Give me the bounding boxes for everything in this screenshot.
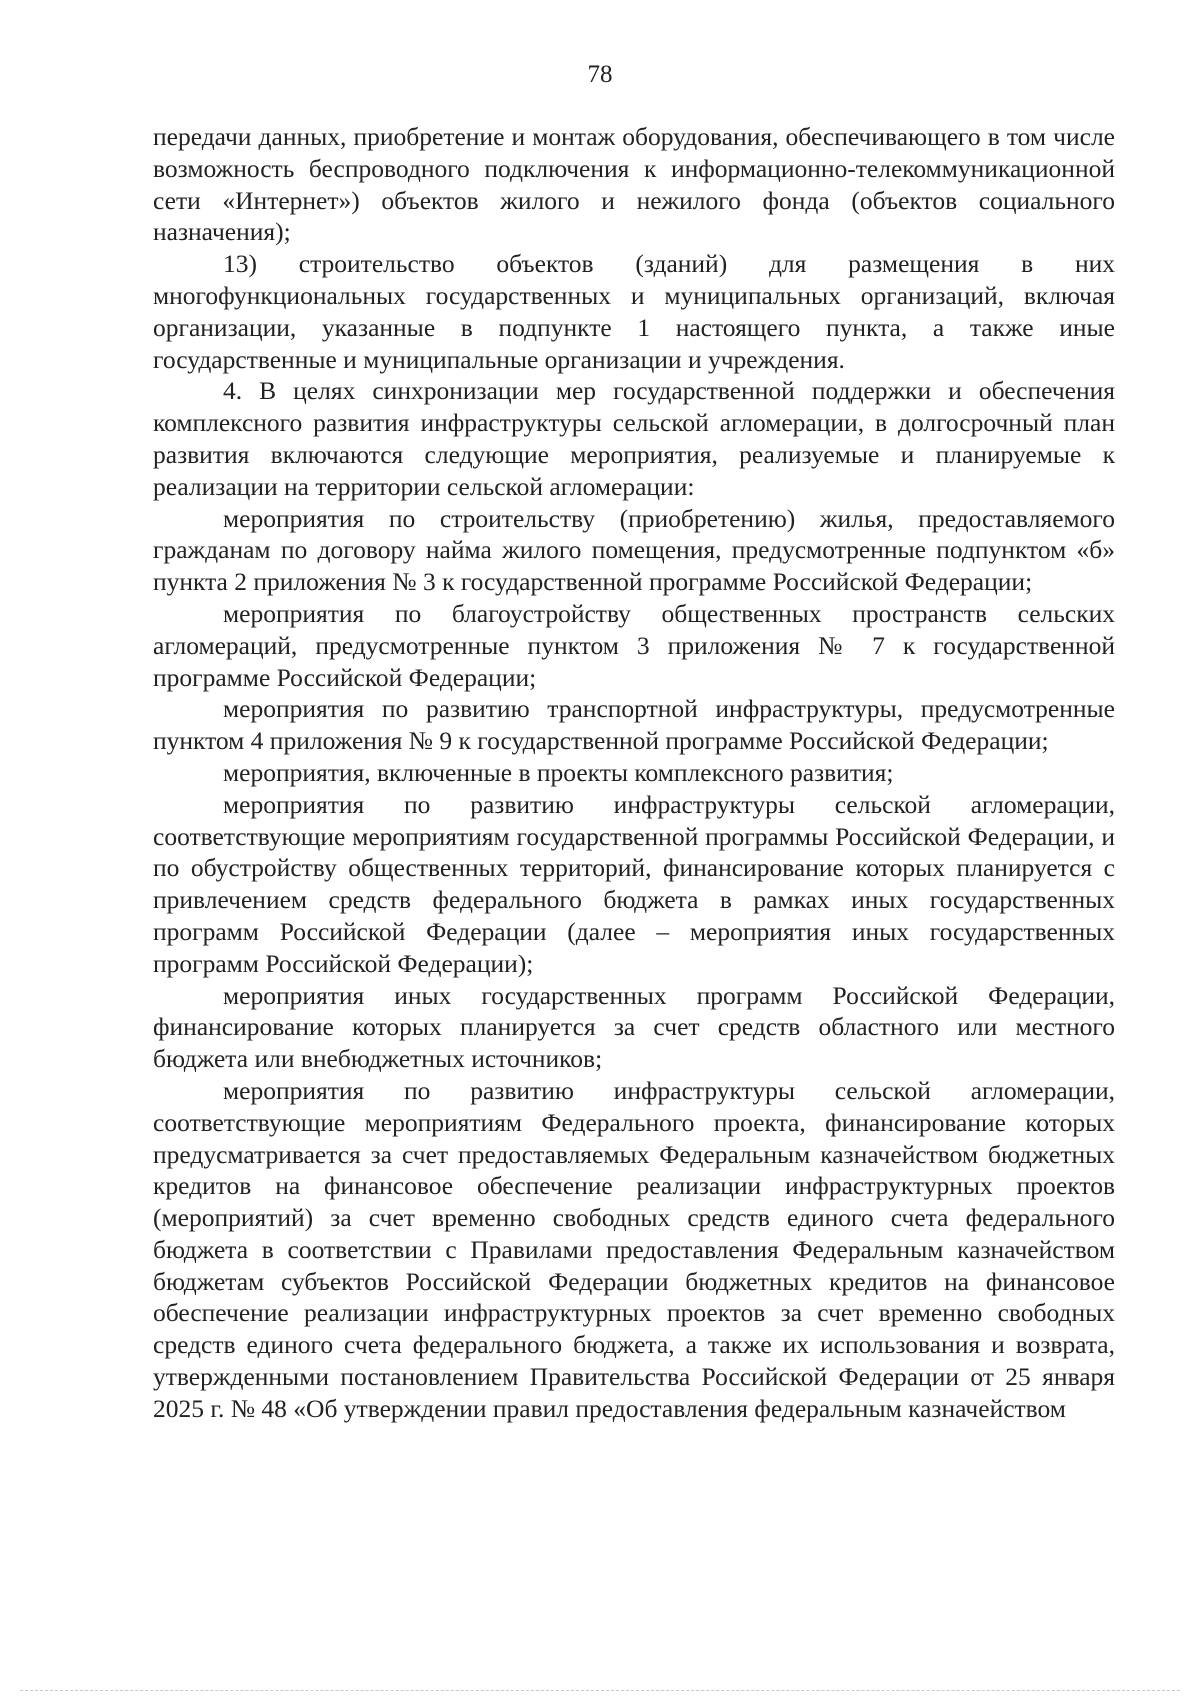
paragraph-list-item: мероприятия по развитию инфраструктуры сельской агломерации, соответствующие мероприятиям Федерального проекта, финансирование которых предусматривается за счет предоставляемых Федеральным казначейством бюджетных кредитов на финансовое обеспечение реализации инфраструктурных проектов (мероприятий) за счет временно свободных средств единого счета федерального бюджета в соответствии с Правилами предоставления Федеральным казначейством бюджетам субъектов Российской Федерации бюджетных кредитов на финансовое обеспечение реализации инфраструктурных проектов за счет временно свободных средств единого счета федерального бюджета, а также их использования и возврата, утвержденными постановлением Правительства Российской Федерации от 25 января 2025 г. № 48 «Об утверждении правил предоставления федеральным казначейством — [153, 1075, 1115, 1423]
page-number: 78 — [587, 61, 613, 88]
document-body — [153, 121, 1115, 1425]
scan-bottom-edge — [20, 1690, 1180, 1691]
paragraph-list-item: мероприятия по развитию инфраструктуры сельской агломерации, соответствующие мероприятиям государственной программы Российской Федерации, и по обустройству общественных территорий, финансирование которых планируется с привлечением средств федерального бюджета в рамках иных государственных программ Российской Федерации (далее – мероприятия иных государственных программ Российской Федерации); — [153, 789, 1115, 978]
paragraph-list-item: мероприятия по развитию транспортной инфраструктуры, предусмотренные пунктом 4 приложения № 9 к государственной программе Российской Федерации; — [153, 694, 1115, 756]
paragraph-continuation: передачи данных, приобретение и монтаж оборудования, обеспечивающего в том числе возможность беспроводного подключения к информационно-телекоммуникационной сети «Интернет») объектов жилого и нежилого фонда (объектов социального назначения); — [153, 122, 1115, 247]
paragraph-point-4: 4. В целях синхронизации мер государственной поддержки и обеспечения комплексного развития инфраструктуры сельской агломерации, в долгосрочный план развития включаются следующие мероприятия, реализуемые и планируемые к реализации на территории сельской агломерации: — [153, 376, 1115, 501]
paragraph-list-item: мероприятия иных государственных программ Российской Федерации, финансирование которых планируется за счет средств областного или местного бюджета или внебюджетных источников; — [153, 980, 1115, 1074]
paragraph-list-item: мероприятия, включенные в проекты комплексного развития; — [223, 757, 894, 787]
paragraph-list-item: мероприятия по благоустройству общественных пространств сельских агломераций, предусмотренные пунктом 3 приложения № 7 к государственной программе Российской Федерации; — [153, 598, 1115, 692]
paragraph-list-item: мероприятия по строительству (приобретению) жилья, предоставляемого гражданам по договору найма жилого помещения, предусмотренные подпунктом «б» пункта 2 приложения № 3 к государственной программе Российской Федерации; — [153, 503, 1115, 597]
paragraph-item-13: 13) строительство объектов (зданий) для размещения в них многофункциональных государственных и муниципальных организаций, включая организации, указанные в подпункте 1 настоящего пункта, а также иные государственные и муниципальные организации и учреждения. — [153, 249, 1115, 374]
